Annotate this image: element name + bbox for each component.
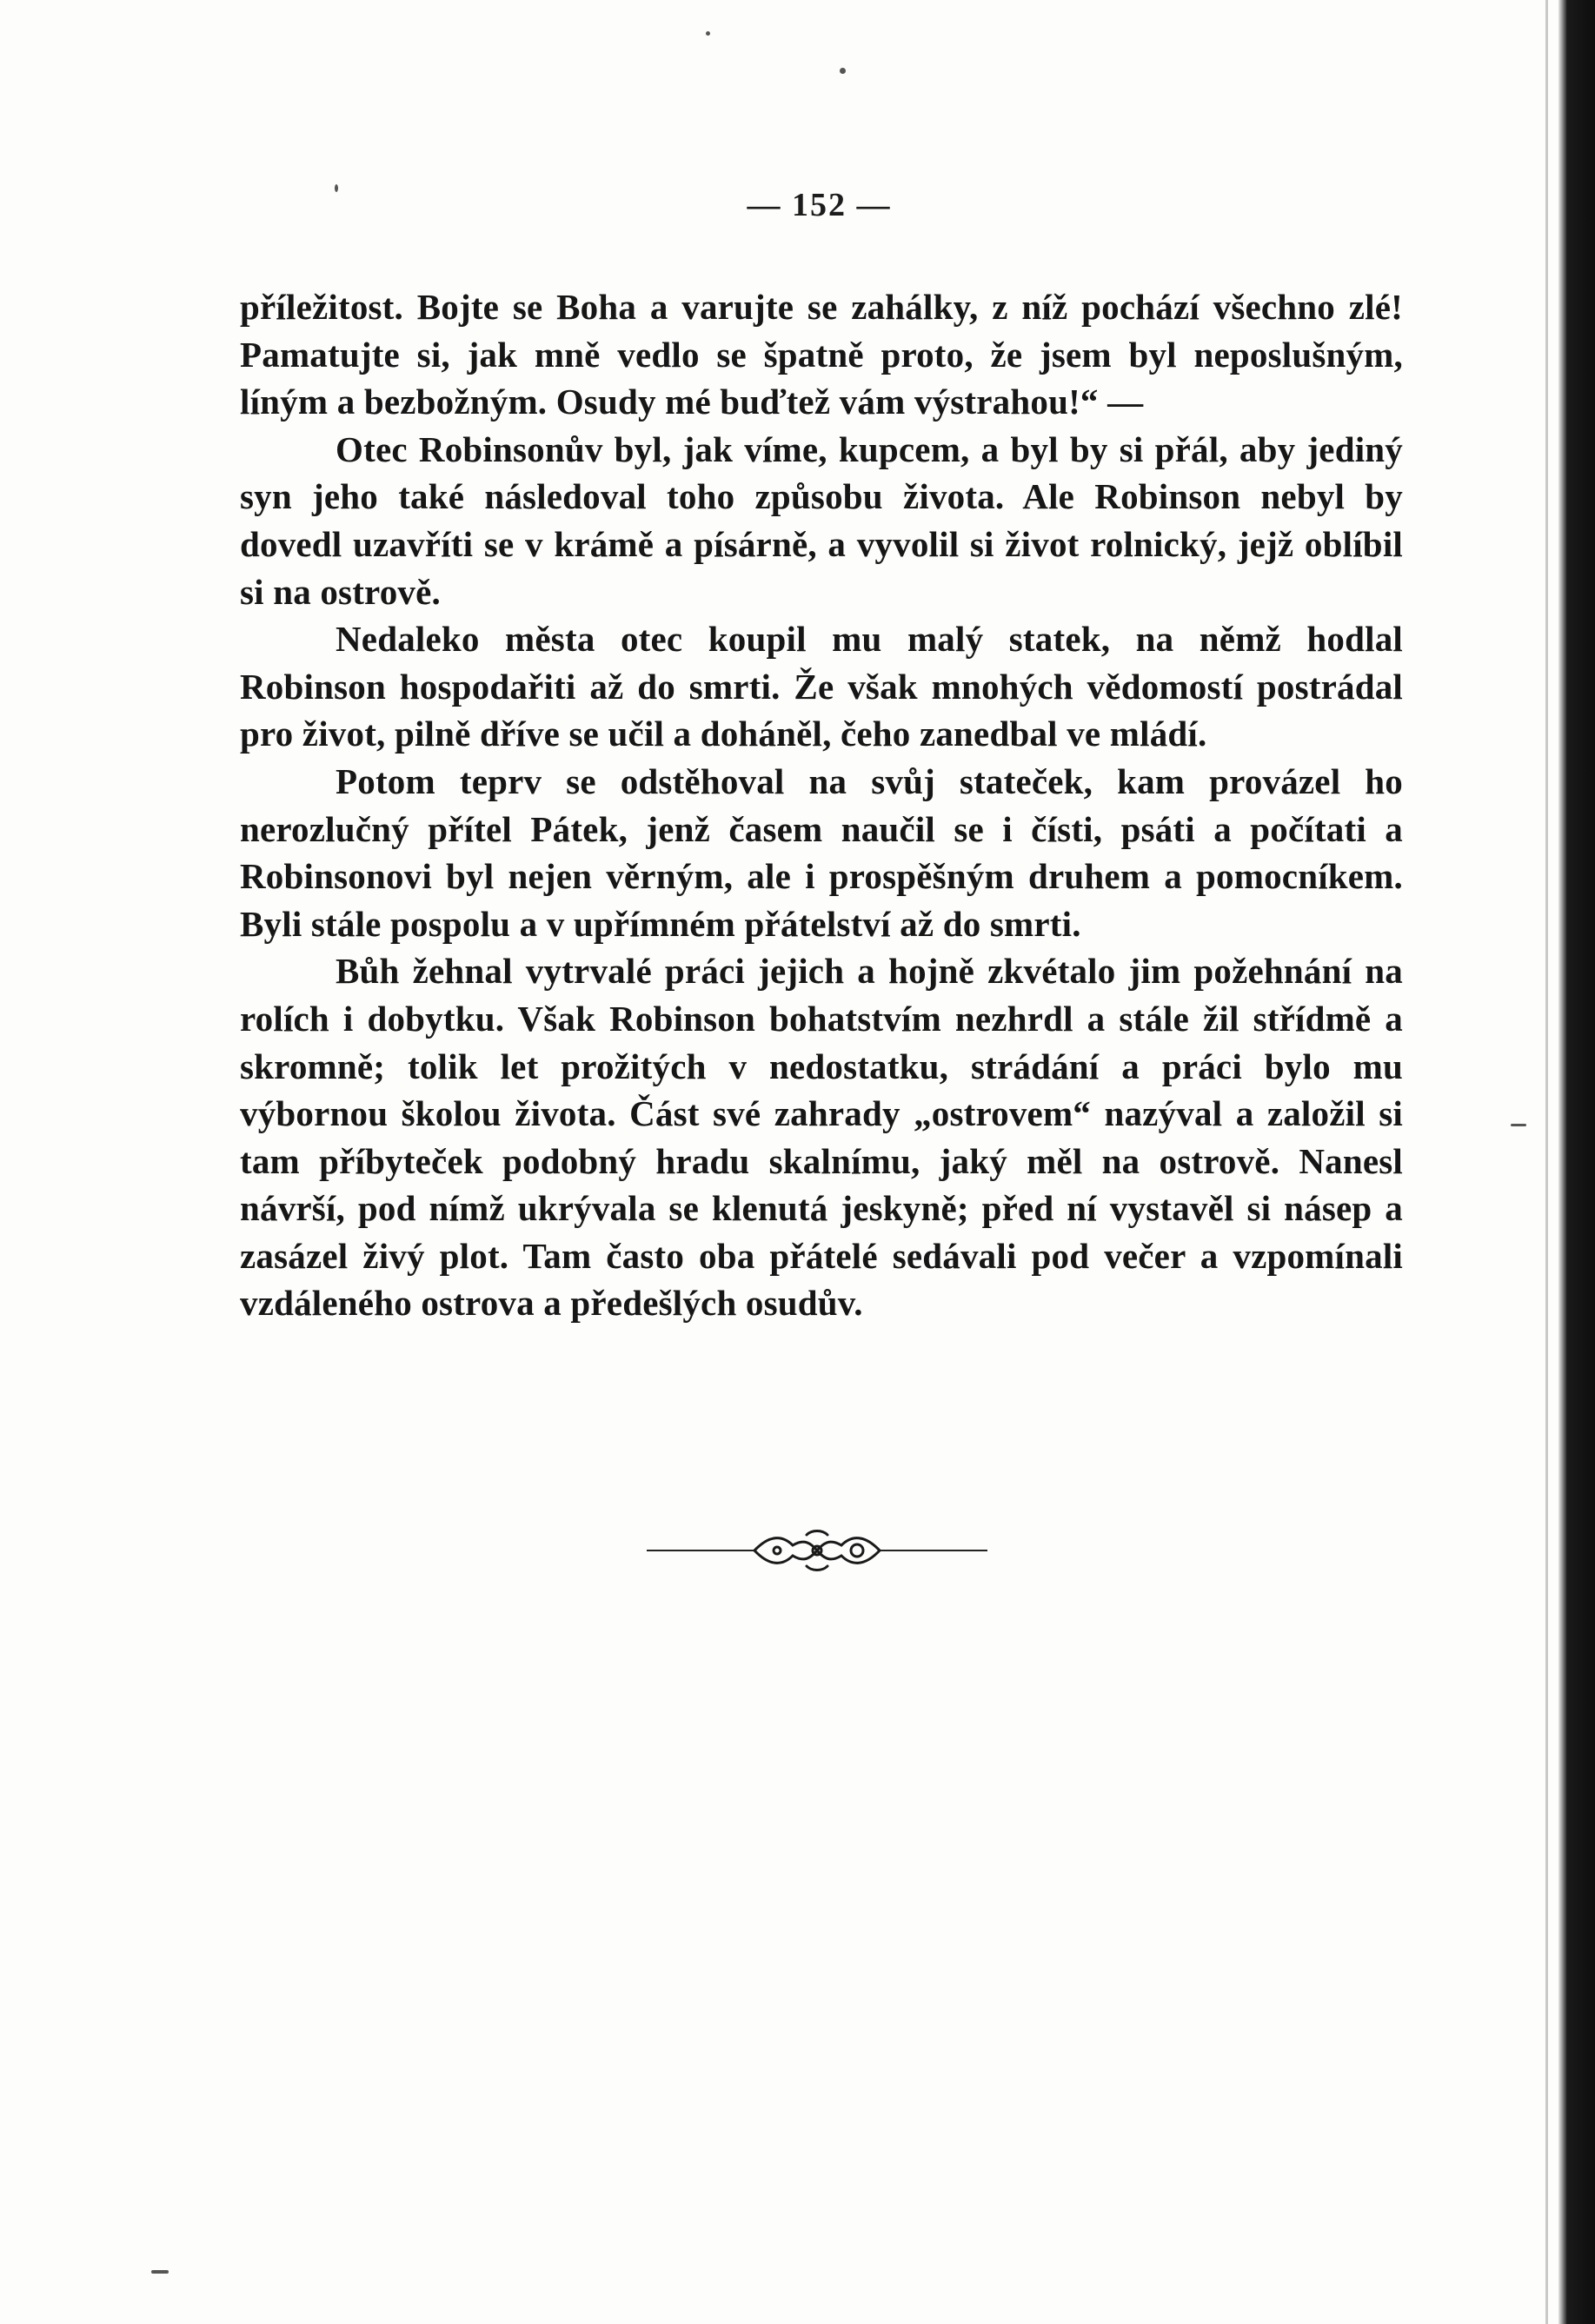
body-text [240,283,1403,1327]
paragraph: Nedaleko města otec koupil mu malý statek, na němž hodlal Robinson hospodařiti až do smrti. Že však mnohých vědomostí postrádal pro život, pilně dříve se učil a doháněl, čeho zanedbal ve mládí. [240,619,1403,754]
print-speck [151,2270,169,2274]
print-speck [706,31,710,36]
tailpiece-ornament-icon [643,1523,991,1578]
paragraph: Potom teprv se odstěhoval na svůj stateček, kam provázel ho nerozlučný přítel Pátek, jenž časem naučil se i čísti, psáti a počítati a Robinsonovi byl nejen věrným, ale i prospěšným druhem a pomocníkem. Byli stále pospolu a v upřímném přátelství až do smrti. [240,760,1403,944]
page-number: — 152 — [747,187,892,223]
paragraph: Otec Robinsonův byl, jak víme, kupcem, a byl by si přál, aby jediný syn jeho také následoval toho způsobu života. Ale Robinson nebyl by dovedl uzavříti se v krámě a písárně, a vyvolil si život rolnický, jejž oblíbil si na ostrově. [240,428,1403,612]
binding-edge [1558,0,1595,2324]
print-speck [1511,1124,1526,1126]
print-speck [840,68,846,74]
binding-shadow [1545,0,1548,2324]
paragraph: příležitost. Bojte se Boha a varujte se zahálky, z níž pochází všechno zlé! Pamatujte si, jak mně vedlo se špatně proto, že jsem byl neposlušným, líným a bezbožným. Osudy mé buďtež vám výstrahou!“ — [240,287,1403,422]
paragraph: Bůh žehnal vytrvalé práci jejich a hojně zkvétalo jim požehnání na rolích i dobytku. Však Robinson bohatstvím nezhrdl a stále žil střídmě a skromně; tolik let prožitých v nedostatku, strádání a práci bylo mu výbornou školou života. Část své zahrady „ostrovem“ nazýval a založil si tam příbyteček podobný hradu skalnímu, jaký měl na ostrově. Nanesl návrší, pod nímž ukrývala se klenutá jeskyně; před ní vystavěl si násep a zasázel živý plot. Tam často oba přátelé sedávali pod večer a vzpomínali vzdáleného ostrova a předešlých osudův. [240,951,1403,1324]
